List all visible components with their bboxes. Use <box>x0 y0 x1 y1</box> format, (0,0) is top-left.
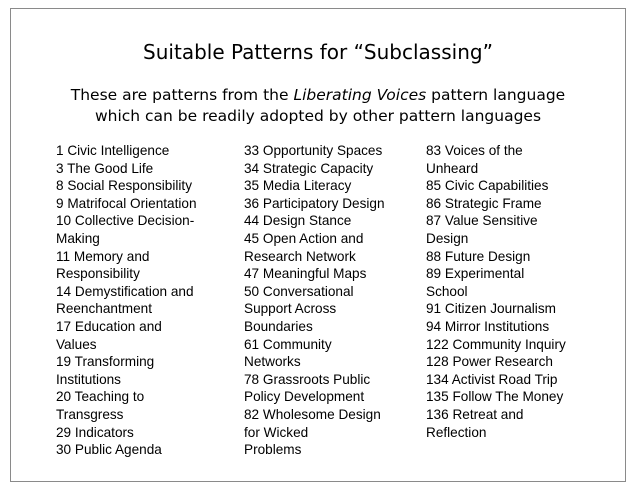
pattern-list-item <box>56 283 246 318</box>
pattern-list-item <box>426 248 626 266</box>
pattern-list-item <box>56 142 246 160</box>
pattern-list-item <box>56 424 246 442</box>
pattern-list-item-line: Boundaries <box>244 318 313 334</box>
pattern-list-item <box>244 371 429 406</box>
pattern-list-item <box>56 160 246 178</box>
pattern-list-item-line: Reenchantment <box>56 301 152 317</box>
pattern-list-item <box>426 300 626 318</box>
pattern-list-item-line: 10 Collective Decision- <box>56 213 195 229</box>
pattern-column-2 <box>244 142 429 459</box>
pattern-list-item-line: 3 The Good Life <box>56 160 154 176</box>
pattern-list-item-line: 82 Wholesome Design <box>244 406 381 422</box>
pattern-list-item <box>56 212 246 247</box>
pattern-list-item-line: 1 Civic Intelligence <box>56 143 170 158</box>
subtitle-line-1 <box>11 85 625 106</box>
pattern-list-item-line: 17 Education and <box>56 318 162 334</box>
pattern-list-item-line: 29 Indicators <box>56 424 134 440</box>
pattern-list-item-line: 128 Power Research <box>426 354 553 370</box>
pattern-list-item-line: 87 Value Sensitive <box>426 213 538 229</box>
pattern-list-item-line: 45 Open Action and <box>244 230 364 246</box>
subtitle-line-2: which can be readily adopted by other pattern languages <box>94 107 542 125</box>
pattern-list-item-line: Problems <box>244 442 302 458</box>
pattern-list-item-line: 36 Participatory Design <box>244 195 385 211</box>
pattern-list-item-line: Unheard <box>426 160 479 176</box>
pattern-list-item-line: Making <box>56 230 100 246</box>
pattern-list-item-line: Design <box>426 230 469 246</box>
slide-title: Suitable Patterns for “Subclassing” <box>143 40 493 64</box>
pattern-list-item-line: 122 Community Inquiry <box>426 336 566 352</box>
pattern-list-item-line: 35 Media Literacy <box>244 178 352 194</box>
pattern-list-item-line: Policy Development <box>244 389 365 405</box>
pattern-list-item <box>426 212 626 247</box>
pattern-list-item-line: 50 Conversational <box>244 283 354 299</box>
subtitle-line-1-after: pattern language <box>426 86 566 104</box>
pattern-list-item-line: 91 Citizen Journalism <box>426 301 556 317</box>
slide-subtitle <box>11 85 625 127</box>
pattern-list-item <box>244 195 429 213</box>
pattern-list-item-line: 34 Strategic Capacity <box>244 160 374 176</box>
pattern-list-item-line: 61 Community <box>244 336 332 352</box>
pattern-list-item <box>426 195 626 213</box>
pattern-list-item-line: 33 Opportunity Spaces <box>244 143 383 158</box>
pattern-list-item-line: Institutions <box>56 371 121 387</box>
pattern-list-item-line: Values <box>56 336 97 352</box>
pattern-list-item-line: 78 Grassroots Public <box>244 371 371 387</box>
pattern-list-item-line: Reflection <box>426 424 487 440</box>
pattern-list-item-line: Support Across <box>244 301 337 317</box>
pattern-list-item <box>56 248 246 283</box>
subtitle-line-1-before: These are patterns from the <box>70 86 294 104</box>
pattern-list-item <box>244 142 429 160</box>
pattern-list-item-line: 30 Public Agenda <box>56 442 162 458</box>
pattern-list-item-line: Transgress <box>56 406 124 422</box>
pattern-list-item <box>426 371 626 389</box>
pattern-column-3 <box>426 142 626 441</box>
pattern-list-item-line: 134 Activist Road Trip <box>426 371 558 387</box>
pattern-list-item-line: 11 Memory and <box>56 248 150 264</box>
pattern-list-item <box>244 212 429 230</box>
pattern-list-item-line: 9 Matrifocal Orientation <box>56 195 197 211</box>
pattern-list-item <box>244 283 429 336</box>
pattern-list-item <box>426 265 626 300</box>
pattern-list-item-line: 86 Strategic Frame <box>426 195 542 211</box>
pattern-list-item <box>426 142 626 177</box>
pattern-list-item-line: 44 Design Stance <box>244 213 352 229</box>
pattern-list-item-line: 83 Voices of the <box>426 143 523 158</box>
pattern-list-item-line: 85 Civic Capabilities <box>426 178 549 194</box>
pattern-list-item <box>244 265 429 283</box>
slide <box>10 8 626 482</box>
pattern-column-1 <box>56 142 246 459</box>
pattern-list-item <box>56 388 246 423</box>
pattern-list-item <box>56 177 246 195</box>
pattern-list-item-line: 94 Mirror Institutions <box>426 318 550 334</box>
pattern-list-item-line: 8 Social Responsibility <box>56 178 193 194</box>
pattern-list-item-line: 136 Retreat and <box>426 406 524 422</box>
pattern-list-item-line: Networks <box>244 354 301 370</box>
pattern-list-item <box>426 336 626 354</box>
pattern-list-item <box>56 318 246 353</box>
pattern-list-item-line: Research Network <box>244 248 356 264</box>
pattern-list-item <box>56 441 246 459</box>
pattern-list-item-line: 135 Follow The Money <box>426 389 564 405</box>
pattern-list-item-line: 14 Demystification and <box>56 283 194 299</box>
pattern-list-item <box>244 177 429 195</box>
pattern-list-item <box>426 318 626 336</box>
pattern-list-item <box>56 353 246 388</box>
pattern-list-item-line: 20 Teaching to <box>56 389 145 405</box>
pattern-list-item <box>426 177 626 195</box>
pattern-list-item-line: 89 Experimental <box>426 266 525 282</box>
pattern-list-item <box>426 406 626 441</box>
pattern-list-item-line: for Wicked <box>244 424 309 440</box>
pattern-list-item <box>244 160 429 178</box>
pattern-list-item-line: School <box>426 283 468 299</box>
pattern-list-item <box>56 195 246 213</box>
pattern-list-item <box>244 230 429 265</box>
pattern-list-item-line: 88 Future Design <box>426 248 531 264</box>
pattern-list-item-line: Responsibility <box>56 266 140 282</box>
pattern-list-item-line: 47 Meaningful Maps <box>244 266 367 282</box>
pattern-list-item <box>244 336 429 371</box>
pattern-list-item-line: 19 Transforming <box>56 354 155 370</box>
pattern-list-item <box>244 406 429 459</box>
pattern-list-item <box>426 388 626 406</box>
subtitle-language-name: Liberating Voices <box>293 86 427 104</box>
pattern-list-item <box>426 353 626 371</box>
